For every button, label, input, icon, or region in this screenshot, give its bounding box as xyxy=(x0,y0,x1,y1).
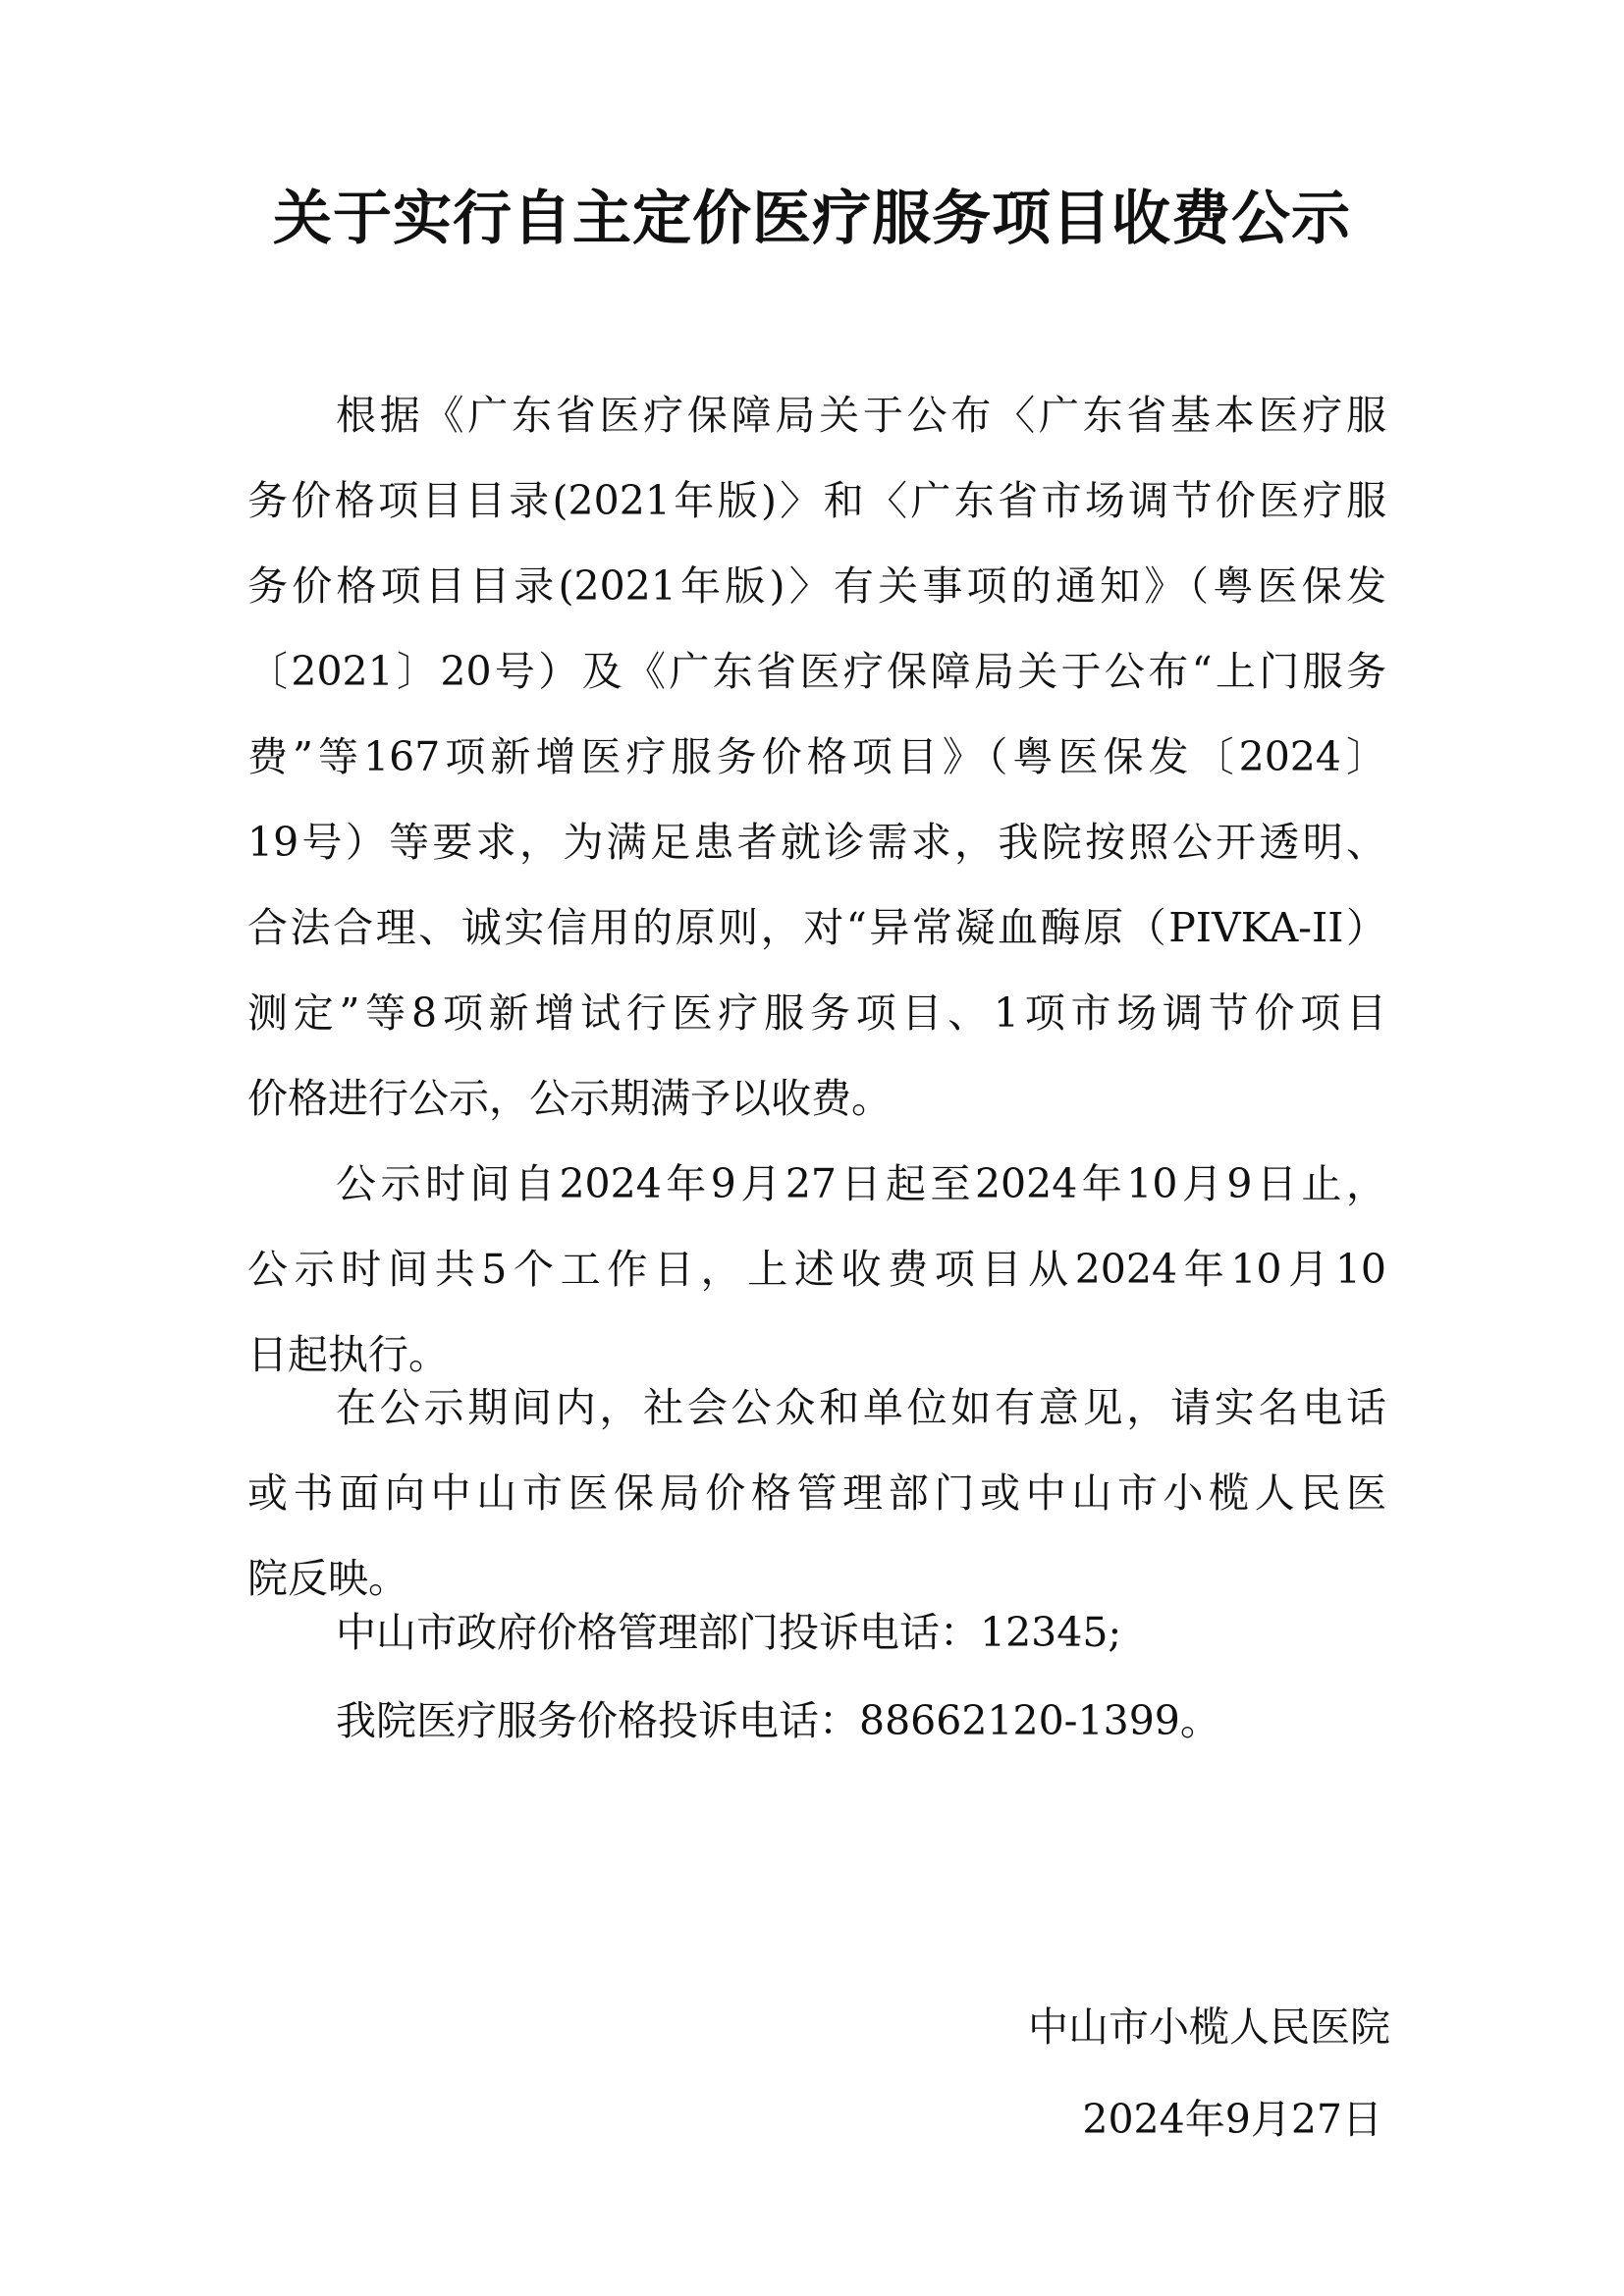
paragraph-line: 日起执行。 xyxy=(247,1331,449,1378)
paragraph-line: 〔2021〕20号）及《广东省医疗保障局关于公布“上门服务 xyxy=(247,648,1386,695)
paragraph-period xyxy=(247,1142,1386,1398)
paragraph-line: 公示时间自2024年9月27日起至2024年10月9日止， xyxy=(336,1160,1386,1207)
paragraph-line: 公示时间共5个工作日，上述收费项目从2024年10月10 xyxy=(247,1246,1386,1293)
page-title: 关于实行自主定价医疗服务项目收费公示 xyxy=(273,185,1351,253)
paragraph-line: 根据《广东省医疗保障局关于公布〈广东省基本医疗服 xyxy=(336,392,1386,439)
paragraph-line: 务价格项目目录(2021年版)〉有关事项的通知》（粤医保发 xyxy=(247,562,1386,610)
paragraph-line: 在公示期间内，社会公众和单位如有意见，请实名电话 xyxy=(336,1384,1386,1431)
paragraph-line: 19号）等要求，为满足患者就诊需求，我院按照公开透明、 xyxy=(247,819,1386,866)
signature-date: 2024年9月27日 xyxy=(1082,2096,1382,2143)
paragraph-line: 务价格项目目录(2021年版)〉和〈广东省市场调节价医疗服 xyxy=(247,477,1386,524)
paragraph-line: 费”等167项新增医疗服务价格项目》（粤医保发〔2024〕 xyxy=(247,733,1386,780)
paragraph-line: 或书面向中山市医保局价格管理部门或中山市小榄人民医 xyxy=(247,1469,1386,1517)
paragraph-line: 价格进行公示，公示期满予以收费。 xyxy=(247,1075,892,1122)
paragraph-feedback xyxy=(247,1365,1386,1622)
paragraph-line: 测定”等8项新增试行医疗服务项目、1项市场调节价项目 xyxy=(247,989,1386,1037)
paragraph-line: 合法合理、诚实信用的原则，对“异常凝血酶原（PIVKA-II） xyxy=(247,904,1386,951)
complaint-phone-government: 中山市政府价格管理部门投诉电话：12345; xyxy=(336,1609,1122,1656)
signature-organization: 中山市小榄人民医院 xyxy=(1028,2003,1390,2051)
paragraph-basis xyxy=(247,373,1386,1142)
complaint-phone-hospital: 我院医疗服务价格投诉电话：88662120-1399。 xyxy=(336,1697,1220,1744)
paragraph-line: 院反映。 xyxy=(247,1555,408,1602)
